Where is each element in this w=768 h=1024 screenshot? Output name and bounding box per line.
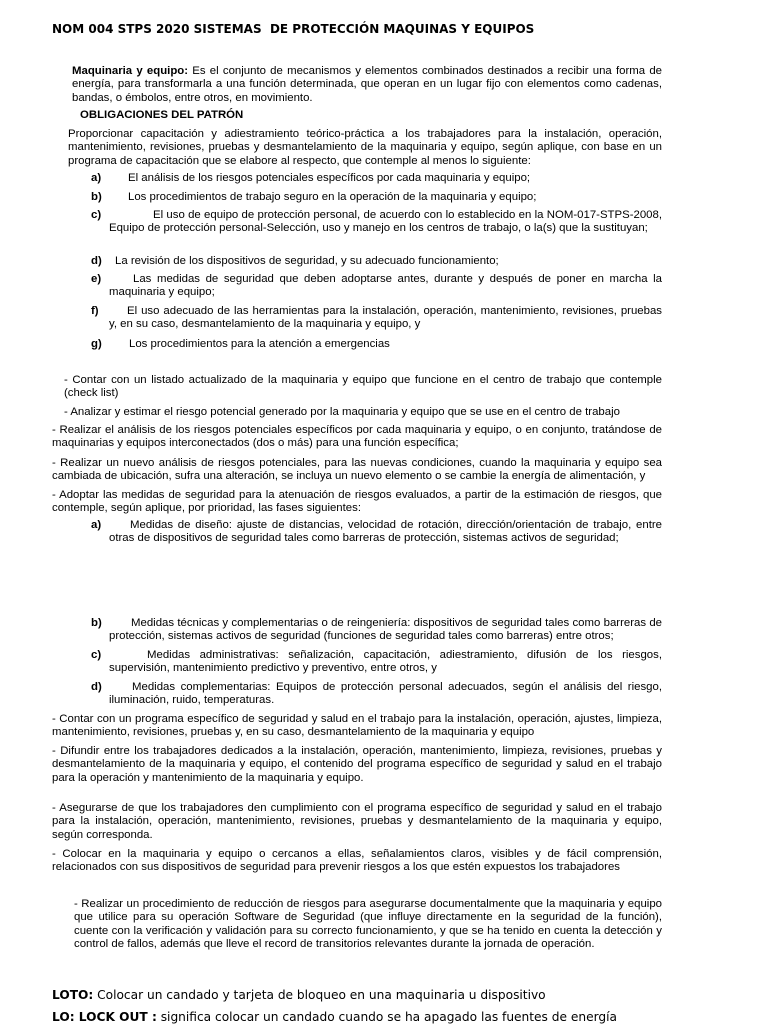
list2-item (91, 681, 662, 708)
list1-letter: c) (91, 209, 102, 221)
list2-text: Medidas de diseño: ajuste de distancias, velocidad de rotación, dirección/orientación de trabajo, entre otras de dispositivos de seguridad tales como barreras de protección, sistemas activos de seguridad; (109, 519, 662, 545)
bullet-paragraph: - Difundir entre los trabajadores dedicados a la instalación, operación, mantenimiento, limpieza, revisiones, pruebas y desmantelamiento de la maquinaria y equipo, el contenido del programa específico de seguridad y salud en el trabajo para la operación y mantenimiento de la maquinaria y equipo. (52, 745, 662, 784)
loto-term: LOTO: (52, 988, 94, 1002)
list2-letter: d) (91, 681, 102, 693)
list1-letter: f) (91, 305, 99, 317)
bullet-paragraph: - Colocar en la maquinaria y equipo o cercanos a ellas, señalamientos claros, visibles y de fácil comprensión, relacionados con sus dispositivos de seguridad para prevenir riesgos a los que estén expuestos los trabajadores (52, 848, 662, 874)
list1-text: La revisión de los dispositivos de seguridad, y su adecuado funcionamiento; (115, 255, 499, 267)
definition-term: Maquinaria y equipo: (72, 65, 189, 77)
list1-letter: d) (91, 255, 102, 267)
lo-text: significa colocar un candado cuando se ha apagado las fuentes de energía (156, 1010, 617, 1024)
list2-item (91, 519, 662, 546)
list2-text: Medidas administrativas: señalización, capacitación, adiestramiento, difusión de los riesgos, supervisión, mantenimiento predictivo y preventivo, entre otros, y (109, 649, 662, 675)
list1-letter: b) (91, 191, 102, 203)
lo-definition (52, 1010, 617, 1024)
intro-paragraph: Proporcionar capacitación y adiestramiento teórico-práctica a los trabajadores para la instalación, operación, mantenimiento, revisiones, pruebas y desmantelamiento de la maquinaria y equipo, según aplique, con base en un programa de capacitación que se elabore al respecto, que contemple al menos lo siguiente: (68, 128, 662, 167)
list2-text: Medidas complementarias: Equipos de protección personal adecuados, según el análisis del riesgo, iluminación, ruido, temperaturas. (109, 681, 662, 707)
list1-letter: a) (91, 172, 102, 184)
document-title: NOM 004 STPS 2020 SISTEMAS DE PROTECCIÓN MAQUINAS Y EQUIPOS (52, 22, 535, 36)
list1-text: Los procedimientos de trabajo seguro en la operación de la maquinaria y equipo; (128, 191, 537, 203)
definition-text: Es el conjunto de mecanismos y elementos combinados destinados a recibir una forma de energía, para transformarla a una función determinada, que operan en un lugar fijo con elementos como cadenas, bandas, o émbolos, entre otros, en movimiento. (72, 65, 662, 104)
definition-paragraph (72, 65, 662, 105)
list1-item (91, 255, 662, 268)
bullet-paragraph: - Realizar un procedimiento de reducción de riesgos para asegurarse documentalmente que la maquinaria y equipo que utilice para su operación Software de Seguridad (que influye directamente en la seguridad de la función), cuente con la verificación y validación para su correcto funcionamiento, y que se ha tenido en cuenta la detección y control de fallos, además que lleve el record de transitorios relevantes durante la jornada de operación. (74, 898, 662, 951)
list2-letter: a) (91, 519, 102, 531)
list1-item (91, 172, 662, 185)
loto-text: Colocar un candado y tarjeta de bloqueo en una maquinaria u dispositivo (93, 988, 546, 1002)
list2-item (91, 617, 662, 644)
bullet-paragraph: - Realizar un nuevo análisis de riesgos potenciales, para las nuevas condiciones, cuando la maquinaria y equipo sea cambiada de ubicación, sufra una alteración, se incluya un nuevo elemento o se cambie la energía de alimentación, y (52, 457, 662, 483)
bullet-paragraph: - Asegurarse de que los trabajadores den cumplimiento con el programa específico de seguridad y salud en el trabajo para la instalación, operación, mantenimiento, revisiones, pruebas y desmantelamiento de la maquinaria y equipo, según corresponda. (52, 802, 662, 841)
list2-text: Medidas técnicas y complementarias o de reingeniería: dispositivos de seguridad tales como barreras de protección, sistemas activos de seguridad (funciones de seguridad tales como barreras) entre otros; (109, 617, 662, 643)
list1-item (91, 273, 662, 300)
list1-letter: e) (91, 273, 102, 285)
list1-text: El uso adecuado de las herramientas para la instalación, operación, mantenimiento, revisiones, pruebas y, en su caso, desmantelamiento de la maquinaria y equipo, y (109, 305, 662, 331)
bullet-paragraph: - Adoptar las medidas de seguridad para la atenuación de riesgos evaluados, a partir de la estimación de riesgos, que contemple, según aplique, por prioridad, las fases siguientes: (52, 489, 662, 515)
list1-text: El uso de equipo de protección personal, de acuerdo con lo establecido en la NOM-017-STPS-2008, Equipo de protección personal-Selección, uso y manejo en los centros de trabajo, o la(s) que la sustituyan; (109, 209, 662, 235)
list1-item (91, 338, 662, 351)
list2-item (91, 649, 662, 676)
list1-letter: g) (91, 338, 102, 350)
list1-item (91, 209, 662, 236)
loto-definition (52, 988, 546, 1002)
list2-letter: b) (91, 617, 102, 629)
list1-text: El análisis de los riesgos potenciales específicos por cada maquinaria y equipo; (128, 172, 531, 184)
bullet-paragraph: - Contar con un listado actualizado de la maquinaria y equipo que funcione en el centro de trabajo que contemple (check list) (64, 374, 662, 400)
bullet-paragraph: - Contar con un programa específico de seguridad y salud en el trabajo para la instalación, operación, ajustes, limpieza, mantenimiento, revisiones, pruebas y, en su caso, desmantelamiento de la maquinaria y equipo (52, 713, 662, 739)
bullet-paragraph: - Realizar el análisis de los riesgos potenciales específicos por cada maquinaria y equipo, o en conjunto, tratándose de maquinarias y equipos interconectados (dos o más) para una función específica; (52, 424, 662, 450)
list1-text: Los procedimientos para la atención a emergencias (129, 338, 390, 350)
obligations-heading: OBLIGACIONES DEL PATRÓN (80, 109, 244, 121)
list1-item (91, 191, 662, 204)
list2-letter: c) (91, 649, 102, 661)
list1-item (91, 305, 662, 332)
lo-term: LO: LOCK OUT : (52, 1010, 157, 1024)
bullet-paragraph: - Analizar y estimar el riesgo potencial generado por la maquinaria y equipo que se use en el centro de trabajo (64, 406, 620, 418)
list1-text: Las medidas de seguridad que deben adoptarse antes, durante y después de poner en marcha la maquinaria y equipo; (109, 273, 662, 299)
